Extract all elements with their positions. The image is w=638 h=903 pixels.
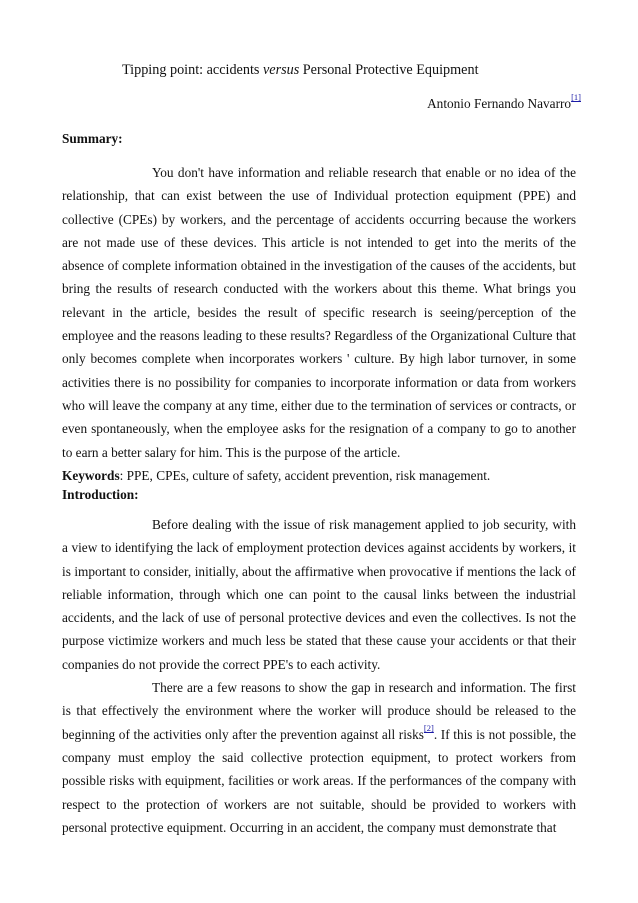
intro-paragraph-2-text-b: . If this is not possible, the company must employ the said collective protection equipment, to protect workers from possible risks with equipment, facilities or work areas. If the performances of the company with respect to the protection of workers are not suitable, should be provided to workers with personal protective equipment. Occurring in an accident, the company must demonstrate that bbox=[62, 726, 576, 835]
intro-paragraph-2-text-a: There are a few reasons to show the gap in research and information. The first is that effectively the environment where the worker will produce should be released to the beginning of the activities only after the prevention against all risks bbox=[62, 680, 576, 742]
author-line bbox=[427, 92, 581, 112]
intro-paragraph-1: Before dealing with the issue of risk management applied to job security, with a view to identifying the lack of employment protection devices against accidents by workers, it is important to consider, initially, about the affirmative when provocative if mentions the lack of reliable information, through which one can point to the causal links between the industrial accidents, and the lack of use of personal protective devices and even the collectives. Is not the purpose victimize workers and much less be stated that these cause your accidents or that their companies do not provide the correct PPE's to each activity. bbox=[62, 517, 576, 672]
introduction-section bbox=[62, 513, 576, 839]
introduction-heading: Introduction: bbox=[62, 487, 139, 502]
title-part-3: Personal Protective Equipment bbox=[299, 62, 479, 78]
document-title bbox=[122, 62, 479, 79]
summary-section bbox=[62, 161, 576, 487]
title-part-1: Tipping point: accidents bbox=[122, 62, 263, 78]
summary-heading: Summary: bbox=[62, 131, 123, 146]
title-part-italic: versus bbox=[262, 62, 300, 78]
summary-paragraph: You don't have information and reliable research that enable or no idea of the relationship, that can exist between the use of Individual protection equipment (PPE) and collective (CPEs) by workers, and the percentage of accidents occurring because the workers are not made use of these devices. This article is not intended to get into the merits of the absence of complete information obtained in the investigation of the causes of the accidents, but bring the results of research conducted with the workers about this theme. What brings you relevant in the article, besides the result of specific research is seeing/perception of the employee and the reasons leading to these results? Regardless of the Organizational Culture that only becomes complete when incorporates workers ' culture. By high labor turnover, in some activities there is no possibility for companies to incorporate information or data from workers who will leave the company at any time, either due to the termination of services or contracts, or even spontaneously, when the employee asks for the resignation of a company to go to another to earn a better salary for him. This is the purpose of the article. bbox=[62, 165, 576, 460]
keywords-text: : PPE, CPEs, culture of safety, accident prevention, risk management. bbox=[119, 467, 491, 483]
footnote-2-link[interactable]: [2] bbox=[423, 722, 434, 733]
keywords-line bbox=[62, 464, 576, 487]
intro-paragraph-2 bbox=[62, 676, 576, 839]
author-name: Antonio Fernando Navarro bbox=[427, 96, 572, 111]
author-footnote-link[interactable]: [1] bbox=[571, 92, 581, 102]
keywords-label: Keywords bbox=[62, 467, 120, 483]
